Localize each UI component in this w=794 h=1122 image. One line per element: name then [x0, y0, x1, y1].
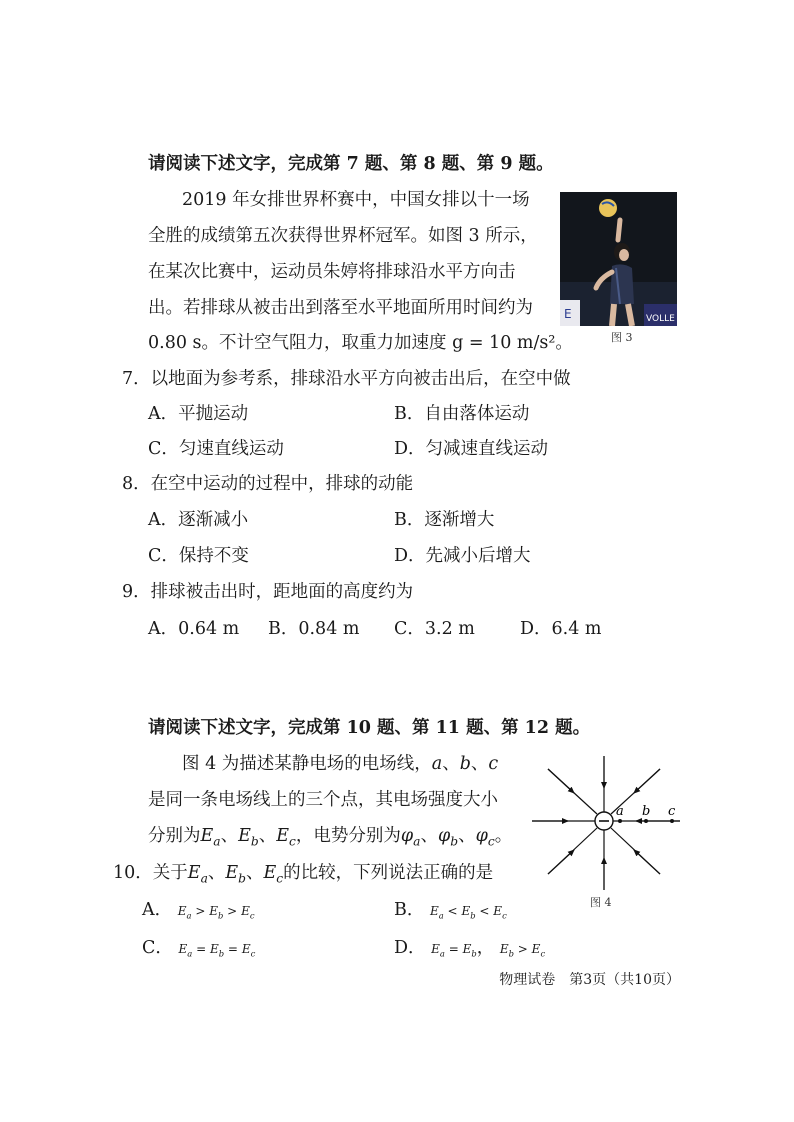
- section1-line-5: 0.80 s。不计空气阻力，取重力加速度 g = 10 m/s²。: [148, 333, 573, 353]
- figure-3-label: 图 3: [611, 331, 633, 344]
- photo-banner-right: VOLLE: [646, 314, 675, 324]
- section1-line-4: 出。若排球从被击出到落至水平地面所用时间约为: [148, 298, 533, 318]
- photo-banner-left: E: [564, 307, 572, 321]
- q8-option-d: D．先减小后增大: [394, 546, 531, 566]
- q7-stem: 7．以地面为参考系，排球沿水平方向被击出后，在空中做: [122, 369, 571, 389]
- section2-line-1: 图 4 为描述某静电场的电场线，a、b、c: [182, 754, 499, 774]
- q10-stem: 10．关于$E_a$、$E_b$、$E_c$的比较，下列说法正确的是: [113, 863, 494, 886]
- point-a-label: a: [616, 804, 624, 819]
- q10-option-a: A． $E_a > E_b > E_c$: [142, 900, 255, 921]
- q7-option-b: B．自由落体运动: [394, 404, 530, 424]
- section2-line-3: 分别为$E_a$、$E_b$、$E_c$，电势分别为$\varphi_a$、$\varphi_b$、$\varphi_c$。: [148, 826, 513, 849]
- section1-line-2: 全胜的成绩第五次获得世界杯冠军。如图 3 所示，: [148, 226, 538, 246]
- q10-option-d: D． $E_a = E_b$， $E_b > E_c$: [394, 938, 546, 959]
- q9-option-b: B．0.84 m: [268, 619, 360, 639]
- volleyball-player-illustration: [560, 192, 677, 326]
- figure-4-label: 图 4: [590, 896, 612, 909]
- point-c-dot: [670, 819, 674, 823]
- section1-heading: 请阅读下述文字，完成第 7 题、第 8 题、第 9 题。: [148, 154, 554, 174]
- q8-option-c: C．保持不变: [148, 546, 249, 566]
- q10-option-b: B． $E_a < E_b < E_c$: [394, 900, 507, 921]
- q9-stem: 9．排球被击出时，距地面的高度约为: [122, 582, 414, 602]
- q7-option-d: D．匀减速直线运动: [394, 439, 549, 459]
- section2-line-2: 是同一条电场线上的三个点，其电场强度大小: [148, 790, 498, 810]
- q7-option-c: C．匀速直线运动: [148, 439, 284, 459]
- q10-option-c: C． $E_a = E_b = E_c$: [142, 938, 256, 959]
- section1-line-1: 2019 年女排世界杯赛中，中国女排以十一场: [182, 190, 530, 210]
- q9-option-c: C．3.2 m: [394, 619, 475, 639]
- point-a-dot: [618, 819, 622, 823]
- q8-stem: 8．在空中运动的过程中，排球的动能: [122, 474, 414, 494]
- point-c-label: c: [668, 804, 676, 819]
- page-footer: 物理试卷 第3页（共10页）: [499, 972, 680, 988]
- point-b-dot: [644, 819, 648, 823]
- q9-option-d: D．6.4 m: [520, 619, 602, 639]
- q8-option-a: A．逐渐减小: [148, 510, 249, 530]
- volleyball-player-photo: [560, 192, 677, 326]
- electric-field-diagram: [528, 752, 688, 894]
- section2-heading: 请阅读下述文字，完成第 10 题、第 11 题、第 12 题。: [148, 718, 591, 738]
- q8-option-b: B．逐渐增大: [394, 510, 495, 530]
- section1-line-3: 在某次比赛中，运动员朱婷将排球沿水平方向击: [148, 262, 516, 282]
- q7-option-a: A．平抛运动: [148, 404, 249, 424]
- point-b-label: b: [642, 804, 651, 819]
- q9-option-a: A．0.64 m: [148, 619, 240, 639]
